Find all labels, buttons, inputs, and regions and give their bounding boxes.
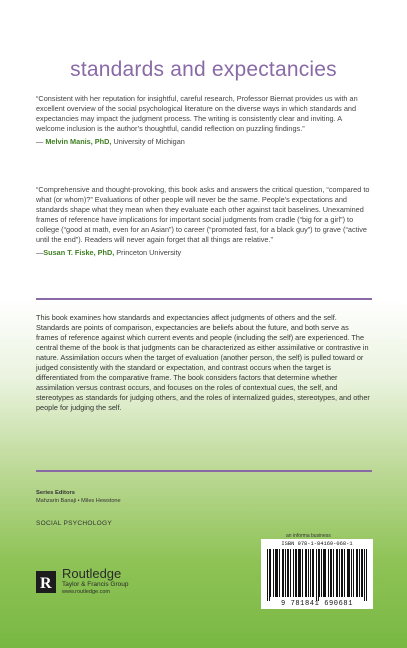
barcode-bars [267,549,367,601]
barcode-bar [325,549,326,597]
endorser-affiliation: Princeton University [114,248,182,257]
barcode-bar [336,549,337,597]
barcode-bar [283,549,284,597]
attribution-dash: — [36,248,44,257]
barcode-bar [356,549,357,597]
barcode-bar [357,549,358,597]
barcode-bar [366,549,367,601]
barcode-bar [298,549,299,597]
barcode-bar [276,549,277,597]
publisher-group: Taylor & Francis Group [62,581,129,588]
barcode-bar [279,549,280,597]
publisher-name: Routledge [62,566,122,581]
barcode-bar [308,549,309,597]
barcode-bar [277,549,278,597]
barcode-bar [339,549,340,597]
barcode-bar [328,549,329,597]
endorser-name: Susan T. Fiske, PhD, [43,248,115,257]
isbn-label: ISBN 978-1-84169-068-1 [281,541,353,547]
series-editors-names: Mahzarin Banaji • Miles Hewstone [36,497,121,504]
barcode-digits: 9 781841 690681 [280,600,353,608]
barcode-bar [341,549,342,597]
barcode-bar [348,549,349,597]
informa-tagline: an informa business [286,533,331,539]
endorsement-quote-2 [36,185,372,258]
barcode-bar [282,549,283,597]
barcode-bar [285,549,286,597]
barcode-bar [312,549,313,597]
barcode-bar [295,549,296,597]
divider-top [36,298,372,300]
barcode-bar [344,549,345,597]
barcode-bar [270,549,271,597]
barcode-bar [353,549,354,597]
barcode-bar [269,549,270,601]
publisher-url: www.routledge.com [62,589,110,595]
barcode-bar [319,549,320,597]
barcode-bar [300,549,301,597]
barcode-bar [267,549,268,601]
barcode-bar [359,549,360,597]
barcode-bar [347,549,348,597]
barcode-bar [273,549,274,597]
attribution-dash: — [36,137,46,146]
barcode-bar [299,549,300,597]
endorser-affiliation: University of Michigan [111,137,185,146]
barcode-bar [330,549,331,597]
barcode-bar [316,549,317,601]
series-editors [36,490,121,505]
barcode-bar [290,549,291,597]
quote-attribution [36,137,372,147]
barcode-bar [313,549,314,597]
barcode-bar [364,549,365,601]
barcode-bar [362,549,363,597]
quote-text: “Consistent with her reputation for insightful, careful research, Professor Biernat provides us with an excellent overview of the social psychological literature on the diverse ways in which standards and expectancies may impact the judgment process. The writing is consistently clear and inviting. A welcome inclusion is the author’s thoughtful, candid reflection on puzzling findings.” [36,94,358,133]
publisher-logo [36,567,128,596]
subject-category: SOCIAL PSYCHOLOGY [36,520,113,527]
barcode-bar [333,549,334,597]
endorsement-quote-1 [36,94,372,147]
barcode-bar [288,549,289,597]
barcode-bar [275,549,276,597]
barcode-bar [287,549,288,597]
book-description: This book examines how standards and expectancies affect judgments of others and the self. Standards are points of comparison, expectancies are beliefs about the future, and both serve as frames of reference against which current events and people (including the self) are experienced. The central theme of the book is that judgments can be characterized as either assimilative or contrastive in nature. Assimilation occurs when the target of evaluation (another person, the self) is pulled toward or judged consistently with the standard or expectation, and contrast occurs when the target is differentiated from the comparative frame. The book considers factors that determine whether assimilation versus contrast occurs, and focuses on the roles of contextual cues, the self, and stereotypes as standards for judging others, and the roles of internalized guides, stereotypes, and other people for judging the self. [36,313,370,412]
barcode-bar [337,549,338,597]
book-title: standards and expectancies [70,58,337,81]
barcode-bar [305,549,306,597]
divider-bottom [36,470,372,472]
barcode-bar [293,549,294,597]
barcode-bar [361,549,362,597]
barcode-bar [324,549,325,597]
barcode-bar [310,549,311,597]
publisher-text [62,567,128,596]
barcode-bar [323,549,324,597]
barcode-bar [318,549,319,601]
barcode-bar [342,549,343,597]
series-editors-label: Series Editors [36,490,75,496]
barcode-bar [296,549,297,597]
barcode-bar [331,549,332,597]
barcode-bar [349,549,350,597]
routledge-logo-icon [36,571,56,593]
barcode-bar [351,549,352,597]
barcode [261,539,373,609]
svg-text:R: R [40,574,52,592]
barcode-bar [306,549,307,597]
barcode-bar [321,549,322,597]
quote-attribution [36,248,372,258]
barcode-bar [302,549,303,597]
endorser-name: Melvin Manis, PhD, [45,137,112,146]
quote-text: “Comprehensive and thought-provoking, this book asks and answers the critical question, “compared to what (or whom)?” Evaluations of other people will never be the same. People’s expectations and standards shape what they mean when they evaluate each other against tacit baselines. Unexamined frames of reference have implications for important social judgments from cradle (“big for a girl”) to college (“good at math, even for an Asian”) to career (“promoted fast, for a black guy”) to grave (“active until the end”). Readers will never again forget that all things are relative.” [36,185,370,244]
